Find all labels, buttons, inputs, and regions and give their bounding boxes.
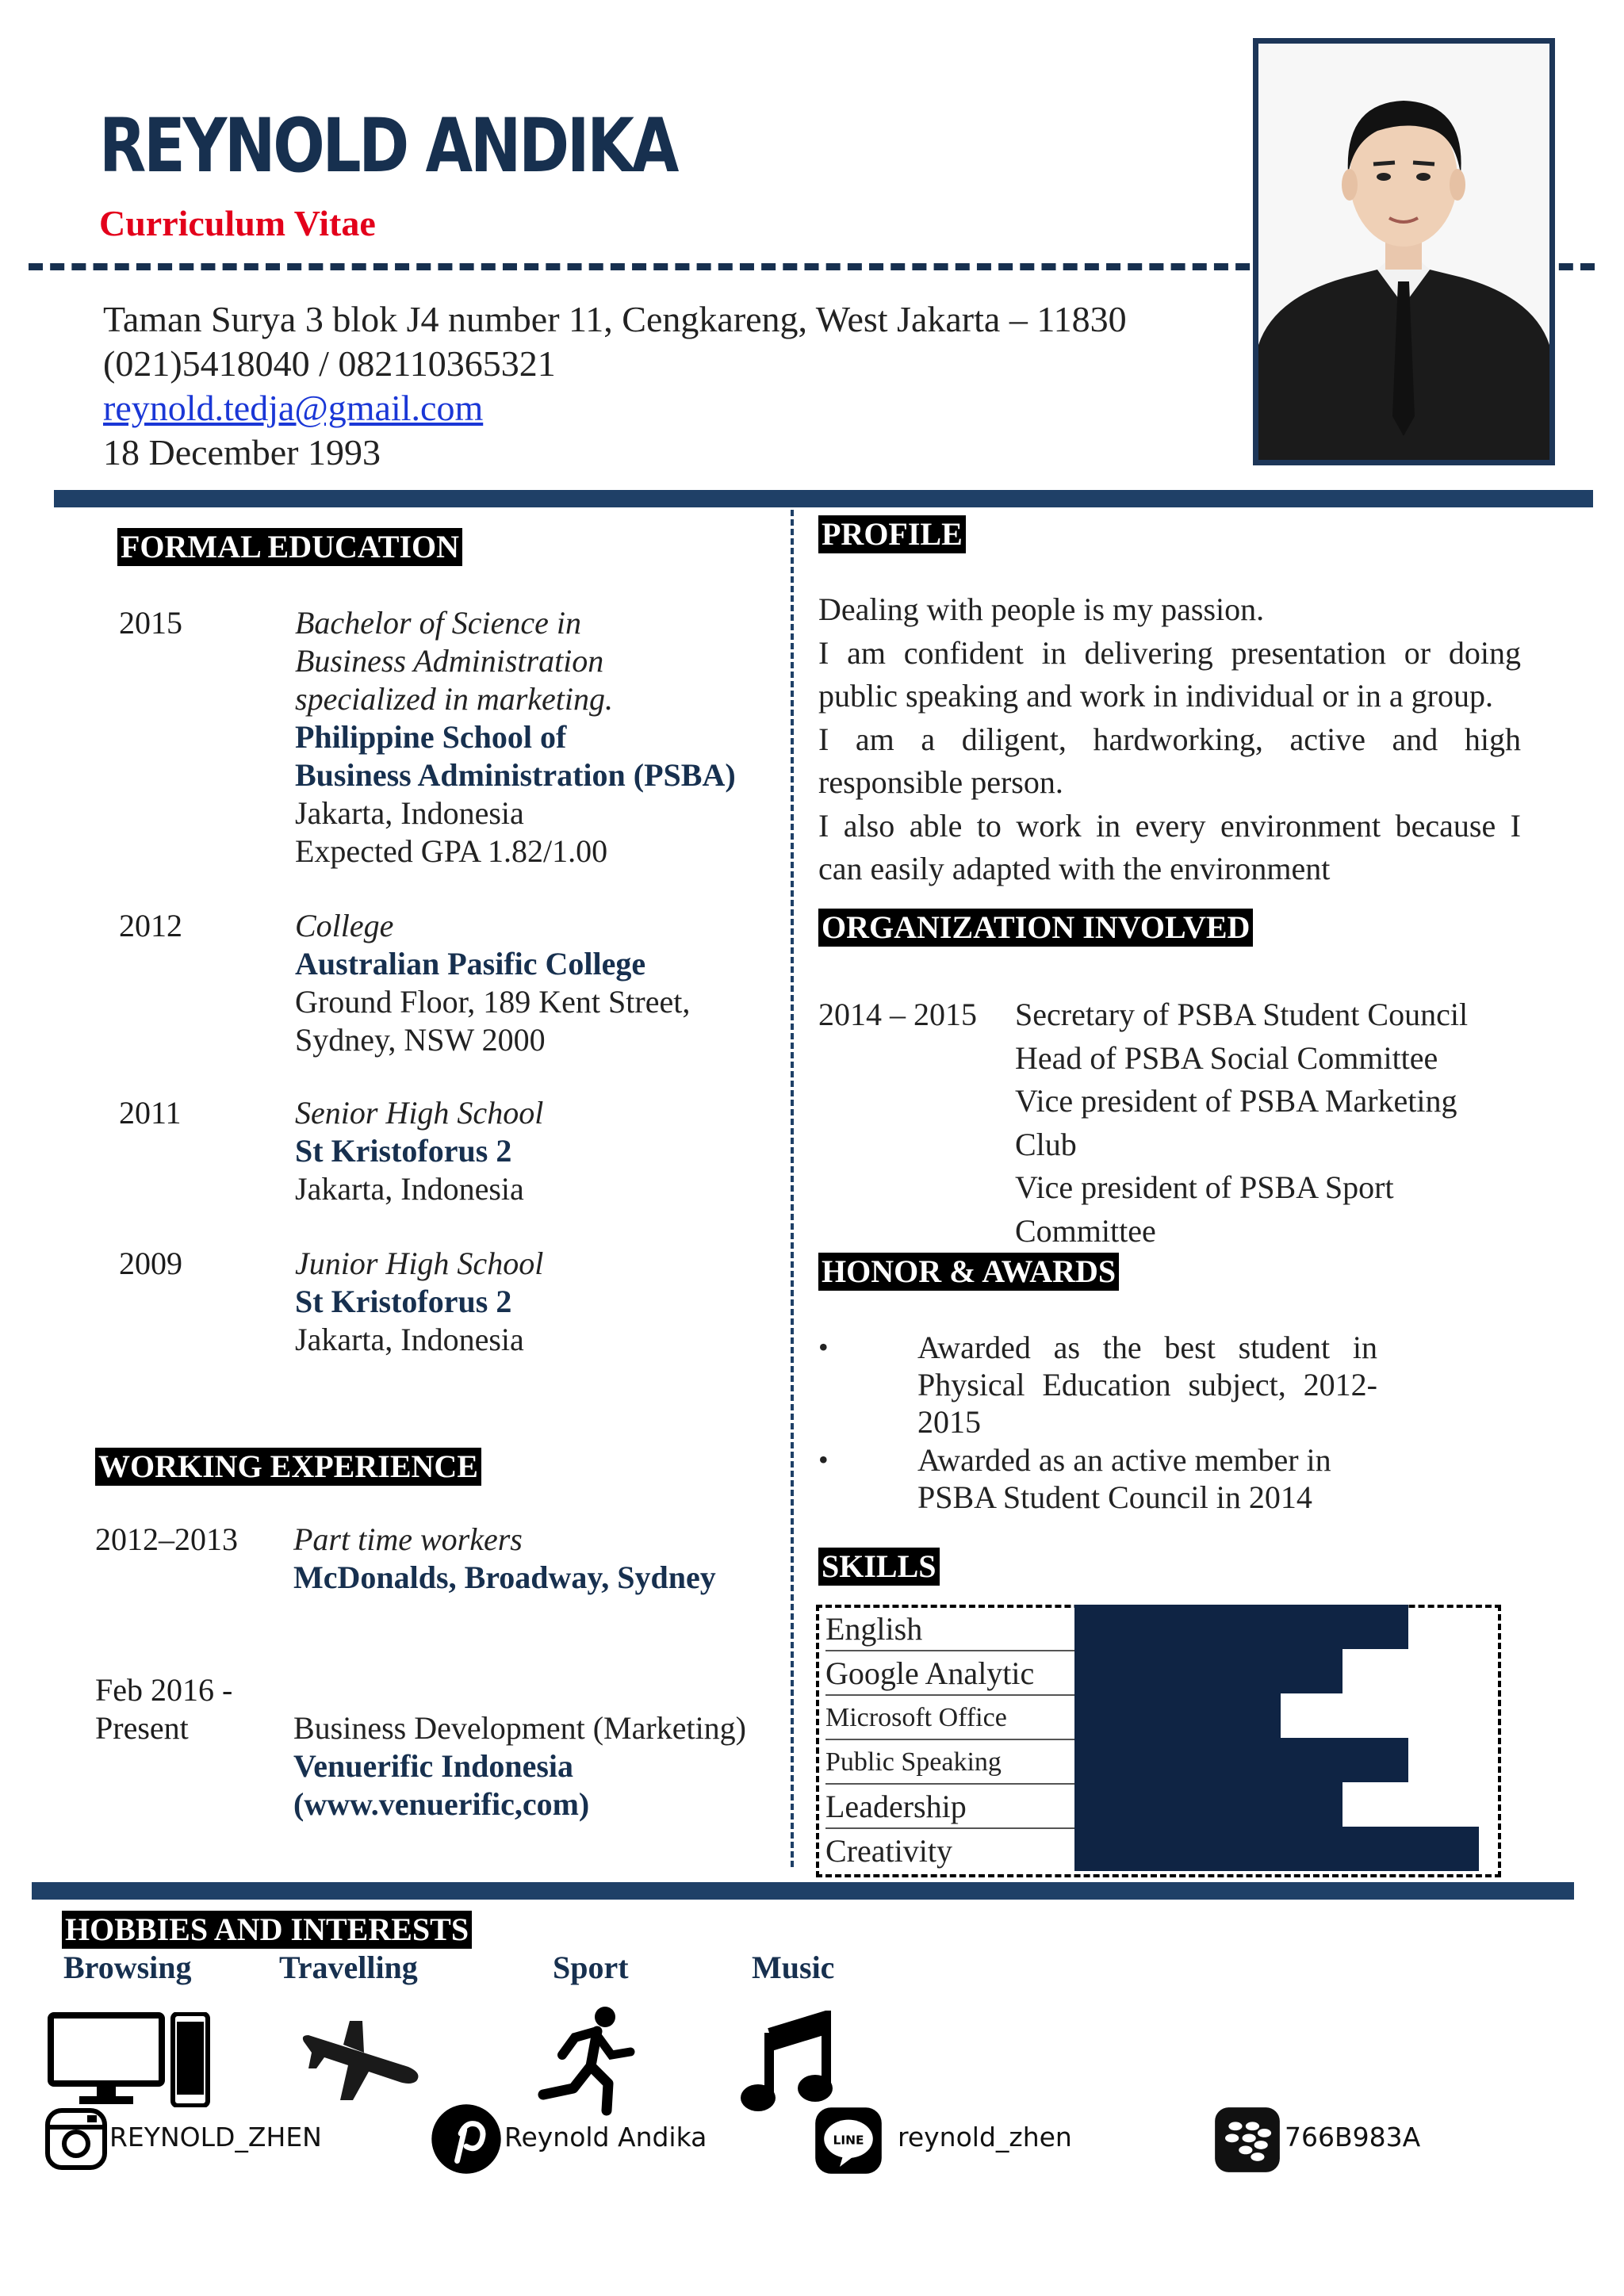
experience-period-line: Present xyxy=(95,1710,189,1746)
skill-label-google-analytic: Google Analytic xyxy=(825,1652,1100,1696)
organization-role: Committee xyxy=(1015,1212,1156,1249)
skill-label-english: English xyxy=(825,1608,1100,1651)
education-year: 2011 xyxy=(119,1095,182,1131)
education-year: 2012 xyxy=(119,908,182,943)
school-detail: Jakarta, Indonesia xyxy=(295,1171,524,1207)
school-detail: Ground Floor, 189 Kent Street, xyxy=(295,984,691,1020)
education-year: 2015 xyxy=(119,605,182,641)
skill-bar-google-analytic xyxy=(1074,1649,1342,1693)
organization-role: Vice president of PSBA Marketing xyxy=(1015,1083,1457,1119)
degree-line: Bachelor of Science in xyxy=(295,605,581,641)
award-line: PSBA Student Council in 2014 xyxy=(917,1479,1312,1515)
school-name: Business Administration (PSBA) xyxy=(295,757,736,793)
social-handle-line: reynold_zhen xyxy=(898,2122,1072,2152)
award-line: Physical Education subject, 2012- xyxy=(917,1367,1377,1402)
school-detail: Expected GPA 1.82/1.00 xyxy=(295,833,608,869)
skill-bar-english xyxy=(1074,1605,1408,1649)
school-name: Philippine School of xyxy=(295,719,567,755)
profile-text xyxy=(818,588,1521,891)
profile-line: I also able to work in every environment because I xyxy=(818,807,1521,844)
line-icon xyxy=(814,2106,883,2175)
skill-label-creativity: Creativity xyxy=(825,1833,952,1869)
social-item-pinterest[interactable] xyxy=(430,2103,503,2179)
organization-role: Vice president of PSBA Sport xyxy=(1015,1169,1394,1205)
skills-heading: SKILLS xyxy=(818,1548,940,1586)
social-handle-instagram: REYNOLD_ZHEN xyxy=(109,2122,322,2152)
organization-heading: ORGANIZATION INVOLVED xyxy=(818,909,1253,947)
organization-role: Club xyxy=(1015,1126,1077,1162)
profile-line: can easily adapted with the environment xyxy=(818,851,1331,886)
hobbies-heading: HOBBIES AND INTERESTS xyxy=(62,1911,472,1949)
profile-line: I am a diligent, hardworking, active and high xyxy=(818,721,1521,757)
awards-heading: HONOR & AWARDS xyxy=(818,1253,1119,1291)
experience-heading: WORKING EXPERIENCE xyxy=(95,1448,481,1486)
address-text: Taman Surya 3 blok J4 number 11, Cengkareng, West Jakarta – 11830 xyxy=(103,299,1127,339)
skill-bar-creativity xyxy=(1074,1827,1479,1871)
instagram-icon xyxy=(44,2107,108,2171)
hobby-label-browsing: Browsing xyxy=(63,1950,192,1985)
pinterest-icon xyxy=(430,2103,503,2175)
school-name: St Kristoforus 2 xyxy=(295,1284,512,1319)
social-item-line[interactable] xyxy=(814,2106,883,2179)
profile-line: I am confident in delivering presentation or doing xyxy=(818,634,1521,671)
hobby-label-sport: Sport xyxy=(553,1950,629,1985)
education-year: 2009 xyxy=(119,1246,182,1281)
company-name: (www.venuerific,com) xyxy=(293,1786,590,1822)
hobby-label-music: Music xyxy=(752,1950,835,1985)
school-name: Australian Pasific College xyxy=(295,946,646,982)
email-link[interactable]: reynold.tedja@gmail.com xyxy=(103,388,484,428)
award-line: 2015 xyxy=(917,1404,981,1440)
experience-entry xyxy=(293,1709,746,1823)
column-dashed-divider xyxy=(791,510,794,1867)
degree-line: College xyxy=(295,908,394,943)
organization-role: Secretary of PSBA Student Council xyxy=(1015,997,1469,1032)
music-note-icon xyxy=(739,2011,834,2114)
education-entry xyxy=(295,907,690,1059)
job-role: Part time workers xyxy=(293,1521,523,1557)
document-subtitle: Curriculum Vitae xyxy=(99,203,376,243)
birthdate-text: 18 December 1993 xyxy=(103,432,381,473)
award-line: Awarded as the best student in xyxy=(917,1330,1377,1365)
education-heading: FORMAL EDUCATION xyxy=(117,528,462,566)
skill-label-leadership: Leadership xyxy=(825,1785,1100,1829)
bullet-icon: • xyxy=(818,1331,829,1363)
degree-line: Junior High School xyxy=(295,1246,544,1281)
profile-heading: PROFILE xyxy=(818,515,966,553)
running-icon xyxy=(535,2006,638,2117)
svg-text:LINE: LINE xyxy=(833,2133,864,2148)
experience-entry xyxy=(293,1521,716,1597)
education-entry xyxy=(295,604,736,871)
degree-line: Senior High School xyxy=(295,1095,544,1131)
social-item-blackberry[interactable] xyxy=(1213,2106,1281,2178)
school-name: St Kristoforus 2 xyxy=(295,1133,512,1169)
profile-line: Dealing with people is my passion. xyxy=(818,591,1265,627)
award-item xyxy=(917,1441,1393,1516)
organization-roles xyxy=(1015,993,1468,1253)
social-handle-pinterest: Reynold Andika xyxy=(504,2122,707,2152)
phone-text: (021)5418040 / 082110365321 xyxy=(103,343,556,384)
education-entry xyxy=(295,1094,543,1208)
degree-line: Business Administration xyxy=(295,643,604,679)
profile-line: responsible person. xyxy=(818,764,1063,800)
skill-bar-leadership xyxy=(1074,1782,1342,1827)
social-item-instagram[interactable] xyxy=(44,2107,108,2175)
hobby-label-travelling: Travelling xyxy=(279,1950,418,1985)
blackberry-icon xyxy=(1213,2106,1281,2174)
skill-bar-microsoft-office xyxy=(1074,1693,1281,1738)
experience-period: 2012–2013 xyxy=(95,1521,238,1557)
profile-line: public speaking and work in individual or in a group. xyxy=(818,678,1493,714)
company-name: McDonalds, Broadway, Sydney xyxy=(293,1559,716,1595)
organization-period: 2014 – 2015 xyxy=(818,997,977,1032)
award-item xyxy=(917,1329,1377,1441)
experience-period xyxy=(95,1671,232,1747)
school-detail: Jakarta, Indonesia xyxy=(295,795,524,831)
job-role: Business Development (Marketing) xyxy=(293,1710,746,1746)
social-handle-blackberry: 766B983A xyxy=(1285,2122,1421,2152)
school-detail: Jakarta, Indonesia xyxy=(295,1322,524,1357)
contact-block xyxy=(103,297,1127,475)
footer-separator-bar xyxy=(32,1882,1574,1900)
experience-period-line: Feb 2016 - xyxy=(95,1672,233,1708)
organization-role: Head of PSBA Social Committee xyxy=(1015,1039,1438,1076)
skill-bar-public-speaking xyxy=(1074,1738,1408,1782)
bullet-icon: • xyxy=(818,1444,829,1475)
candidate-name: REYNOLD ANDIKA xyxy=(99,103,677,189)
education-entry xyxy=(295,1245,543,1359)
computer-icon xyxy=(48,2012,210,2107)
skill-label-microsoft-office: Microsoft Office xyxy=(825,1697,1100,1740)
company-name: Venuerific Indonesia xyxy=(293,1748,574,1784)
header-separator-bar xyxy=(54,490,1593,507)
award-line: Awarded as an active member in xyxy=(917,1442,1331,1478)
airplane-icon xyxy=(297,2018,424,2103)
degree-line: specialized in marketing. xyxy=(295,681,614,717)
profile-photo xyxy=(1253,38,1555,465)
skill-label-public-speaking: Public Speaking xyxy=(825,1741,1100,1785)
school-detail: Sydney, NSW 2000 xyxy=(295,1022,546,1058)
